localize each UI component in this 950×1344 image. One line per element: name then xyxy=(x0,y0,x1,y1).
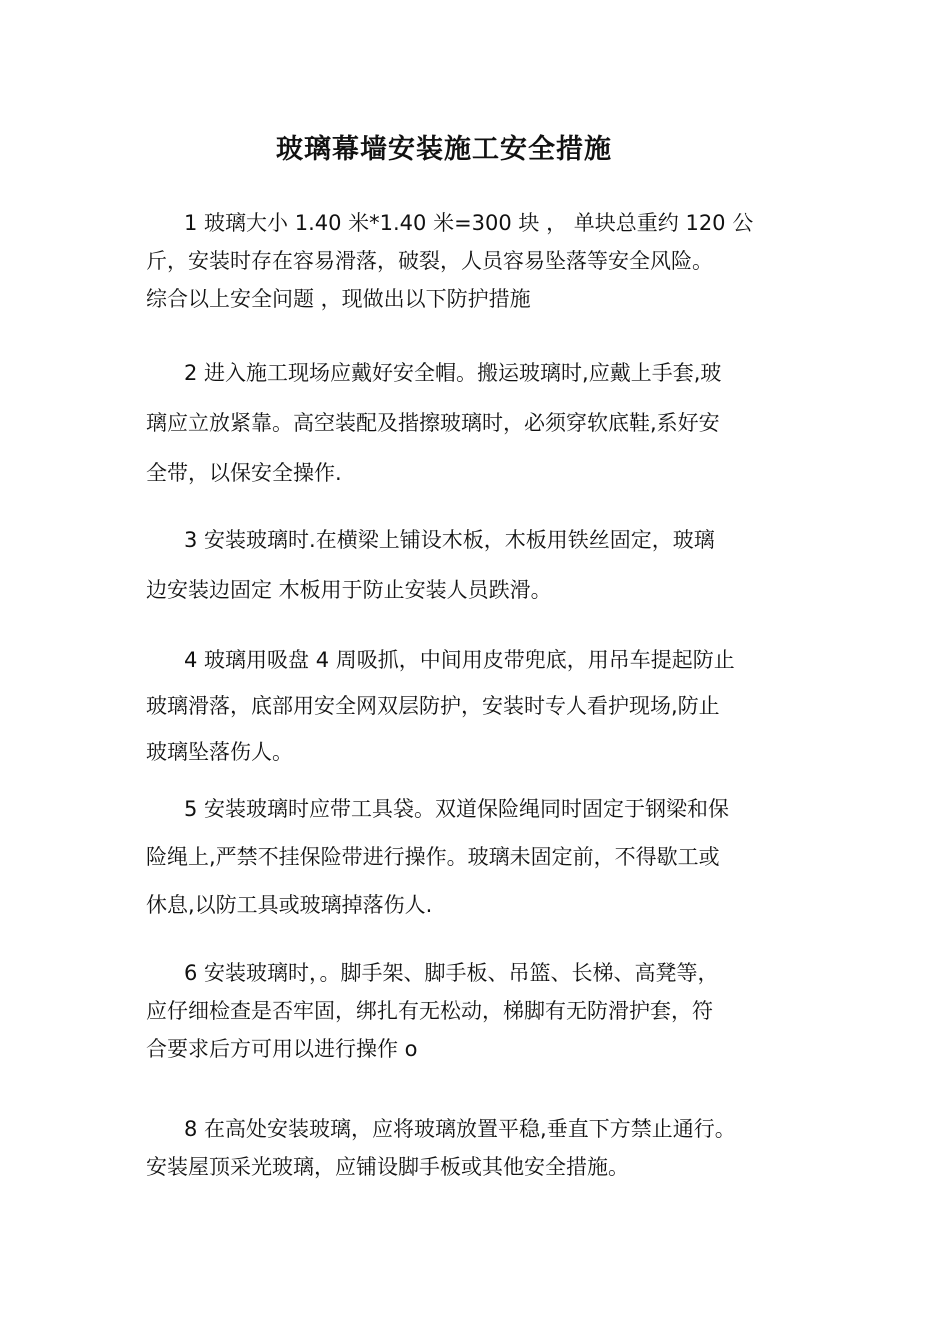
paragraph-line: 全带，以保安全操作. xyxy=(146,461,342,485)
paragraph-line: 6 安装玻璃时，。脚手架、脚手板、吊篮、长梯、高凳等， xyxy=(184,961,719,985)
paragraph-line: 璃应立放紧靠。高空装配及揩擦玻璃时，必须穿软底鞋,系好安 xyxy=(146,411,720,435)
paragraph-5 xyxy=(146,785,814,929)
paragraph-line: 合要求后方可用以进行操作 o xyxy=(146,1037,418,1061)
paragraph-line: 5 安装玻璃时应带工具袋。双道保险绳同时固定于钢梁和保 xyxy=(184,797,730,821)
paragraph-1 xyxy=(146,204,814,318)
paragraph-line: 斤，安装时存在容易滑落，破裂，人员容易坠落等安全风险。 xyxy=(146,249,713,273)
paragraph-line: 边安装边固定 木板用于防止安装人员跌滑。 xyxy=(146,578,552,602)
page-title: 玻璃幕墙安装施工安全措施 xyxy=(276,134,612,165)
paragraph-2 xyxy=(146,348,814,498)
paragraph-line: 玻璃滑落，底部用安全网双层防护，安装时专人看护现场,防止 xyxy=(146,694,720,718)
paragraph-line: 1 玻璃大小 1.40 米*1.40 米=300 块 ， 单块总重约 120 公 xyxy=(184,211,754,235)
paragraph-3 xyxy=(146,515,814,615)
paragraph-line: 安装屋顶采光玻璃，应铺设脚手板或其他安全措施。 xyxy=(146,1155,629,1179)
paragraph-line: 2 进入施工现场应戴好安全帽。搬运玻璃时,应戴上手套,玻 xyxy=(184,361,722,385)
paragraph-line: 8 在高处安装玻璃，应将玻璃放置平稳,垂直下方禁止通行。 xyxy=(184,1117,736,1141)
paragraph-8 xyxy=(146,1110,814,1186)
paragraph-line: 综合以上安全问题 ，现做出以下防护措施 xyxy=(146,287,531,311)
paragraph-line: 3 安装玻璃时.在横梁上铺设木板，木板用铁丝固定，玻璃 xyxy=(184,528,715,552)
paragraph-4 xyxy=(146,637,814,775)
paragraph-line: 4 玻璃用吸盘 4 周吸抓，中间用皮带兜底，用吊车提起防止 xyxy=(184,648,735,672)
paragraph-6 xyxy=(146,954,814,1068)
paragraph-line: 休息,以防工具或玻璃掉落伤人. xyxy=(146,893,433,917)
paragraph-line: 险绳上,严禁不挂保险带进行操作。玻璃未固定前，不得歇工或 xyxy=(146,845,720,869)
paragraph-line: 应仔细检查是否牢固，绑扎有无松动，梯脚有无防滑护套，符 xyxy=(146,999,713,1023)
paragraph-line: 玻璃坠落伤人。 xyxy=(146,740,293,764)
